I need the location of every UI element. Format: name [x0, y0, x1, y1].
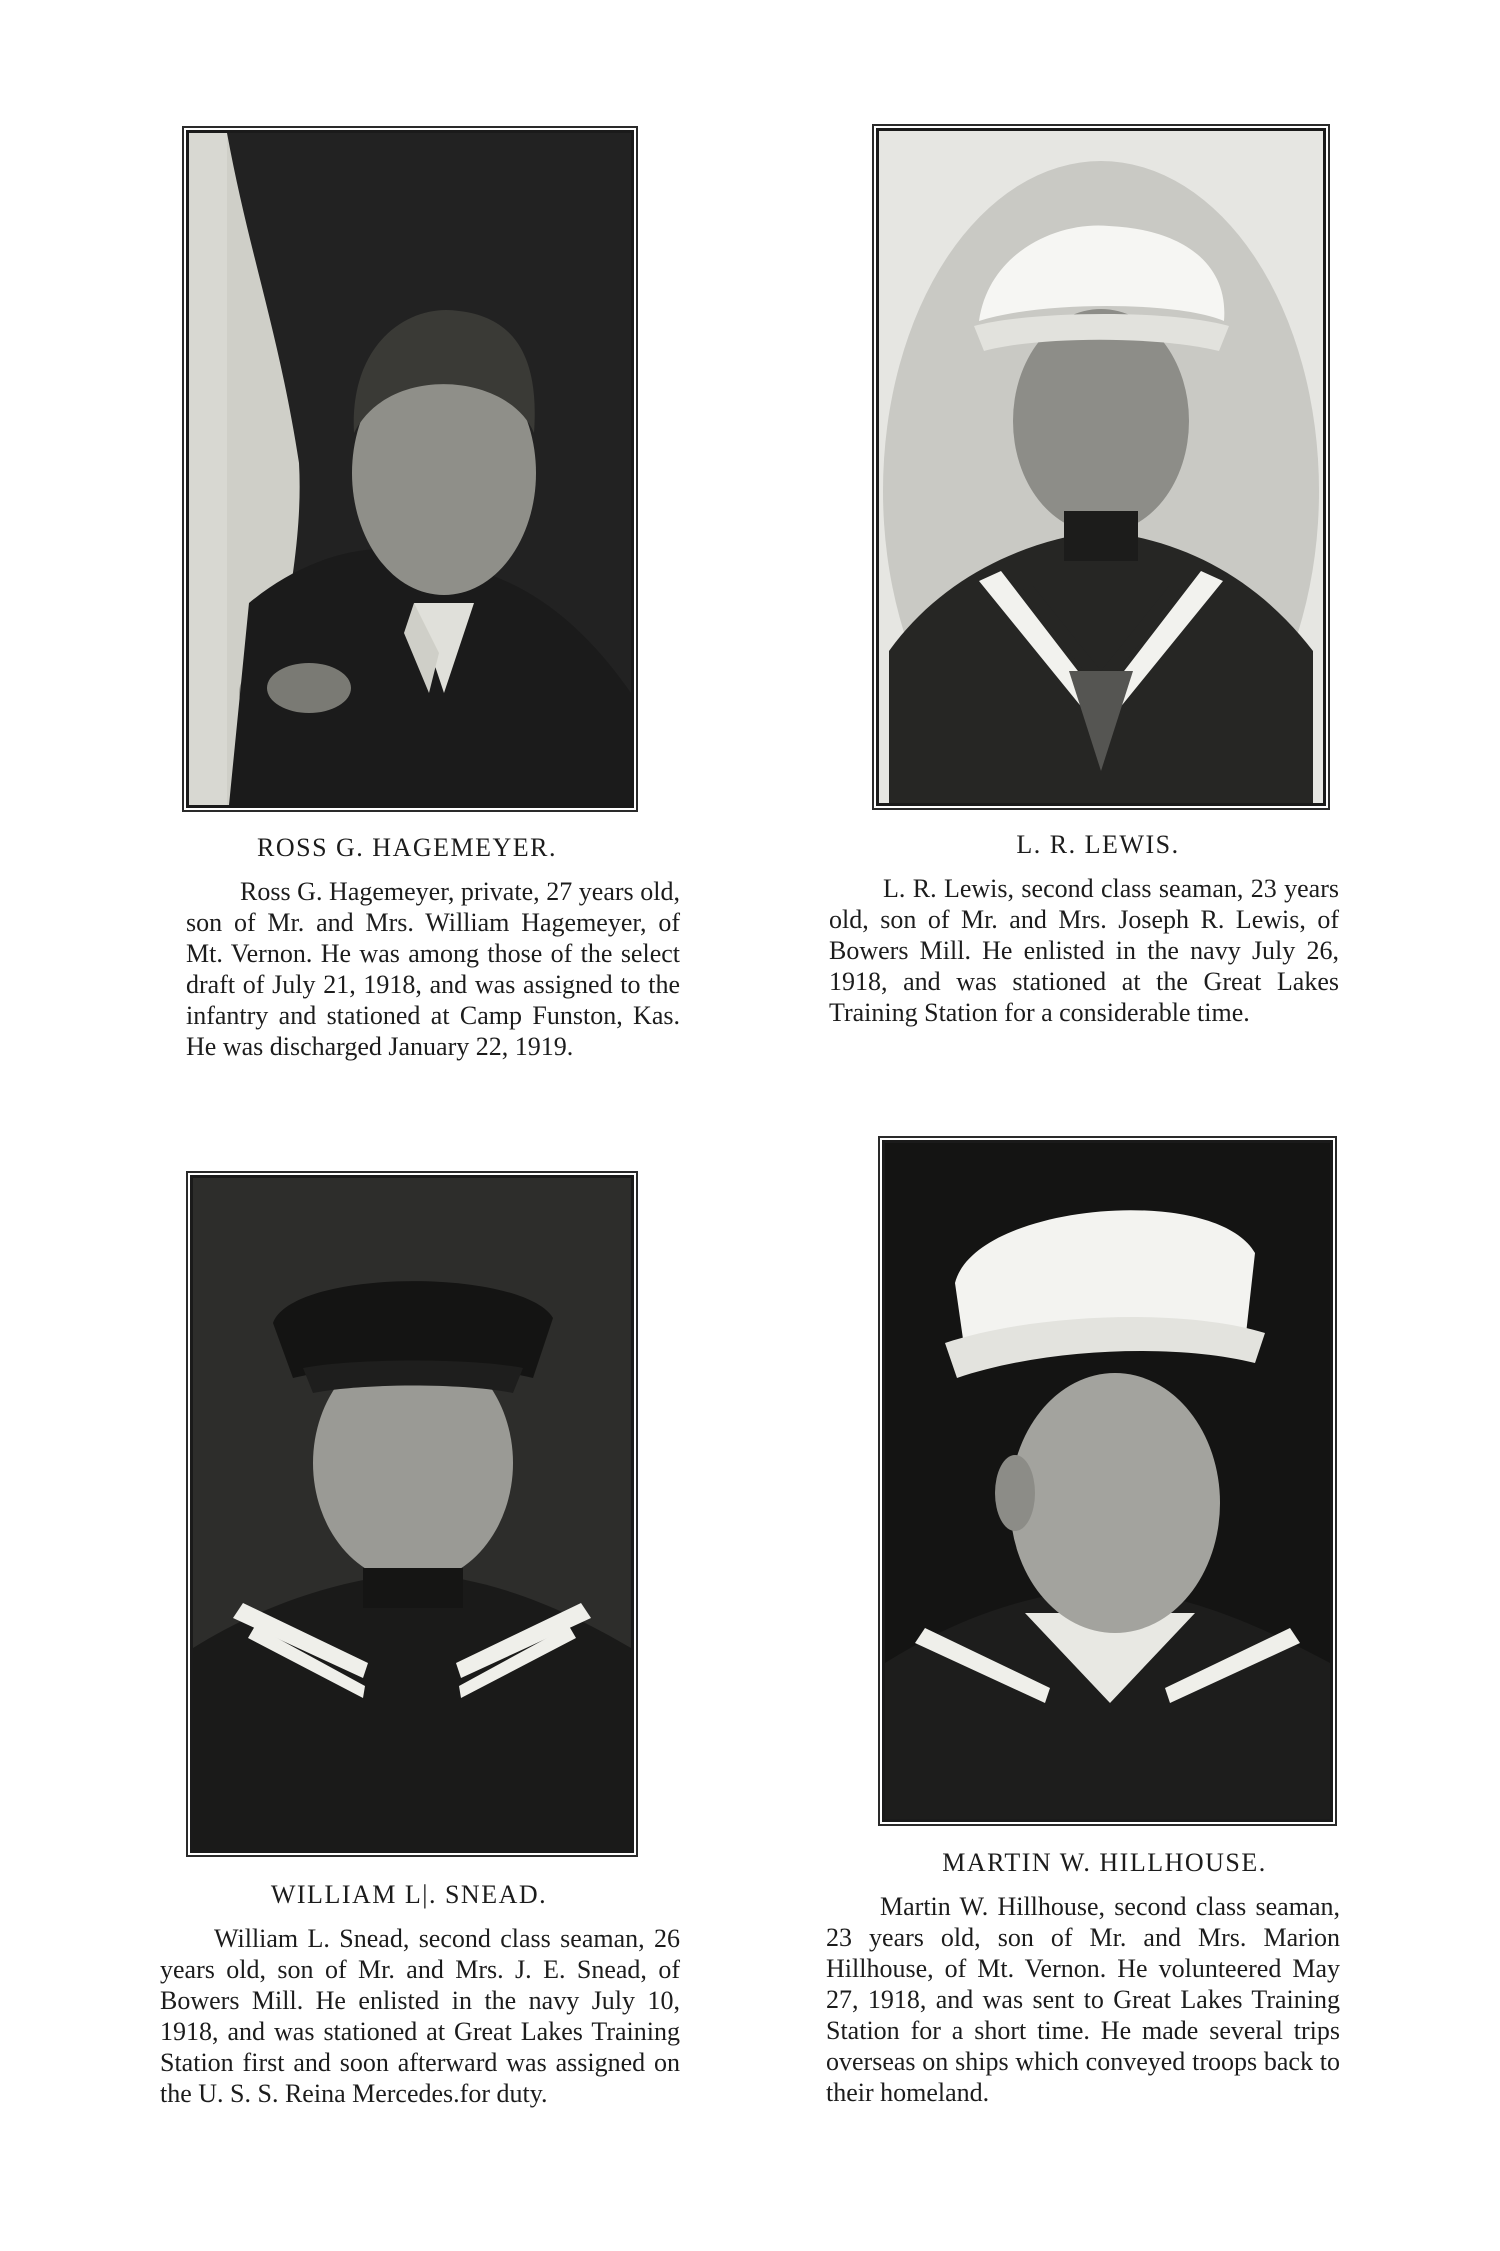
bio-text: William L. Snead, second class seaman, 26 years old, son of Mr. and Mrs. J. E. Snead, of Bowers Mill. He enlisted in the navy July 10, 1918, and was stationed at Great Lakes Training Station first and soon afterward was assigned on the U. S. S. Reina Mercedes.for duty.	[160, 1924, 680, 2108]
caption-name: WILLIAM L|. SNEAD.	[270, 1880, 548, 1909]
bio-text: L. R. Lewis, second class seaman, 23 years old, son of Mr. and Mrs. Joseph R. Lewis, of Bowers Mill. He enlisted in the navy July 26, 1918, and was stationed at the Great Lakes Training Station for a considerable time.	[829, 874, 1339, 1027]
portrait-photo-hagemeyer	[186, 130, 634, 808]
caption-name: MARTIN W. HILLHOUSE.	[942, 1848, 1267, 1877]
portrait-image	[885, 1143, 1330, 1819]
bio-text: Martin W. Hillhouse, second class seaman, 23 years old, son of Mr. and Mrs. Marion Hillhouse, of Mt. Vernon. He volunteered May 27, 1918, and was sent to Great Lakes Training Station for a short time. He made several trips overseas on ships which conveyed troops back to their homeland.	[826, 1892, 1340, 2107]
portrait-image	[189, 133, 631, 805]
bio-text: Ross G. Hagemeyer, private, 27 years old, son of Mr. and Mrs. William Hagemeyer, of Mt. Vernon. He was among those of the select draft of July 21, 1918, and was assigned to the infantry and stationed at Camp Funston, Kas. He was discharged January 22, 1919.	[186, 877, 680, 1061]
portrait-photo-hillhouse	[882, 1140, 1333, 1822]
caption-name: L. R. LEWIS.	[1016, 830, 1180, 859]
portrait-image	[879, 131, 1323, 803]
portrait-image	[193, 1178, 631, 1850]
caption-name: ROSS G. HAGEMEYER.	[256, 833, 558, 862]
portrait-photo-snead	[190, 1175, 634, 1853]
portrait-photo-lewis	[876, 128, 1326, 806]
